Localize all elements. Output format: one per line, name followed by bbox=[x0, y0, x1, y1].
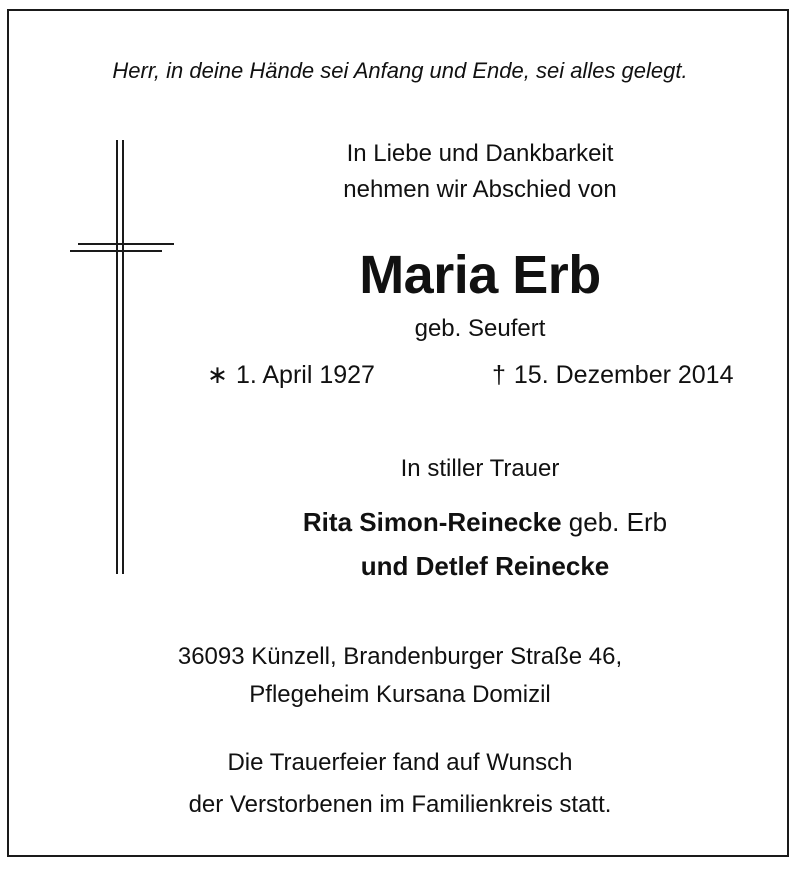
address-line-1: 36093 Künzell, Brandenburger Straße 46, bbox=[177, 643, 623, 670]
address-line-2: Pflegeheim Kursana Domizil bbox=[249, 681, 551, 708]
mourners-block bbox=[200, 500, 770, 588]
death-date: 15. Dezember 2014 bbox=[513, 361, 734, 389]
address-block bbox=[100, 638, 700, 714]
closing-note bbox=[100, 742, 700, 826]
mourning-label: In stiller Trauer bbox=[400, 455, 560, 482]
birth-date-line bbox=[207, 358, 375, 392]
deceased-name: Maria Erb bbox=[359, 245, 601, 305]
death-dagger-icon: † bbox=[492, 361, 506, 389]
closing-line-1: Die Trauerfeier fand auf Wunsch bbox=[227, 749, 573, 776]
mourner-suffix-1: geb. Erb bbox=[568, 507, 668, 537]
mourner-name-1: Rita Simon-Reinecke bbox=[302, 507, 562, 537]
intro-line-1: In Liebe und Dankbarkeit bbox=[346, 140, 614, 167]
birth-date: 1. April 1927 bbox=[235, 361, 375, 389]
motto-verse: Herr, in deine Hände sei Anfang und Ende, sei alles gelegt. bbox=[112, 58, 688, 83]
birth-star-icon: ∗ bbox=[207, 361, 228, 389]
death-date-line bbox=[492, 358, 734, 392]
intro-line-2: nehmen wir Abschied von bbox=[343, 176, 617, 203]
double-line-cross-icon bbox=[70, 140, 174, 574]
closing-line-2: der Verstorbenen im Familienkreis statt. bbox=[188, 791, 612, 818]
intro-text bbox=[280, 136, 680, 208]
mourner-name-2: und Detlef Reinecke bbox=[360, 551, 610, 581]
maiden-name: geb. Seufert bbox=[414, 315, 546, 342]
